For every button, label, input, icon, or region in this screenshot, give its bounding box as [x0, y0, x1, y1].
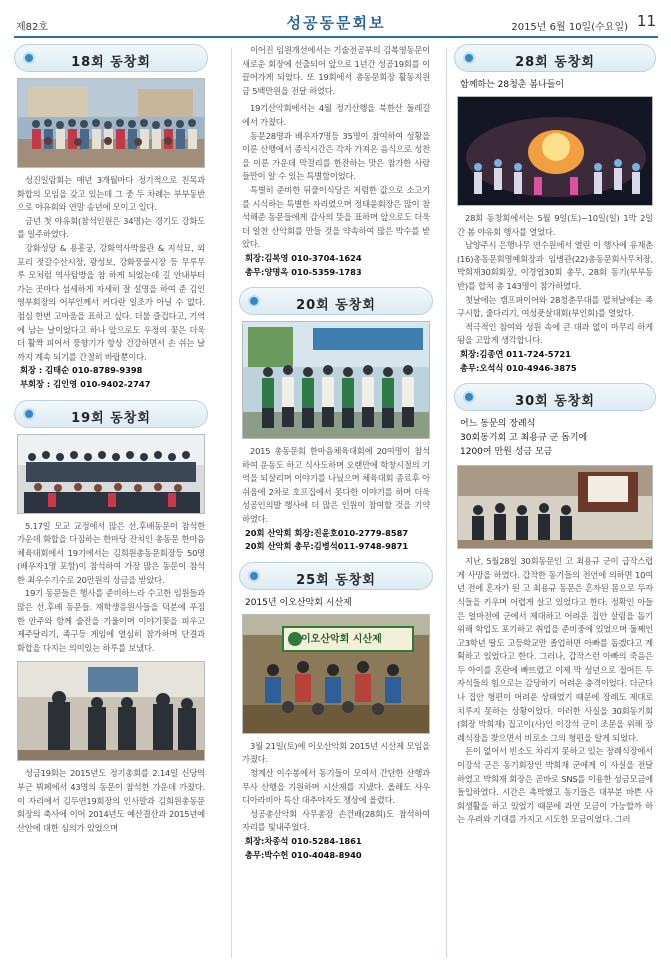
paragraph: 28회 동창회에서는 5월 9일(토)~10일(일) 1박 2일간 봄 야유회 행사를 열었다.	[457, 213, 653, 237]
newsletter-title: 성공동문회보	[286, 14, 386, 32]
paragraph: 성금19회는 2015년도 정기총회를 2.14일 신당역부근 뷔페에서 43명의 동문이 참석한 가운데 가졌다. 이 자리에서 김두연19회장의 인사말과 김희원총동문회장의 축사에 이어 2014년도 예산결산과 2015년예산안에 대한 심의가 있었으며	[17, 768, 205, 833]
issue-date: 2015년 6월 10일(수요일)	[511, 22, 628, 33]
section-subtitle: 2015년 이오산악회 시산제	[245, 597, 352, 608]
column-3	[454, 44, 656, 827]
contact-18	[14, 364, 208, 391]
photo-19-group	[17, 434, 205, 514]
contact-line: 회장 : 김태순 010-8789-9398	[20, 365, 143, 376]
paragraph: 돈이 없어서 빈소도 차리지 못하고 있는 장례식장에서 이강석 군은 동기회장인 박희재 군에게 이 사실을 전달하였고 박희재 회장은 곧바로 SNS를 이용한 성금모금에 돌입하였다. 시간은 촉박했고 동기들은 대부분 바쁜 사회생활을 하고 있었기 때문에 과연 모금이 가능할까 하는 우려와 기대를 가지고 시도한 모금이었다. 그러	[457, 746, 653, 825]
contact-line: 20회 산악회 회장:진윤호010-2779-8587	[245, 527, 409, 538]
paragraph: 동문28명과 배우자7명등 35명이 참여하여 성황을 이룬 산행에서 증식시간은 각자 가져온 음식으로 성찬을 이룬 가운데 막걸리를 한잔하는 맛은 참가한 사람들만이 알 수 있는 특별함이었다.	[242, 130, 430, 182]
section-title: 30회 동창회	[515, 394, 595, 410]
article-30-body	[454, 555, 656, 827]
photo-18-group	[17, 78, 205, 168]
paragraph: 특별히 준비한 뒤풀이식당은 저렴한 값으로 소고기를 시식하는 특별한 자리였으며 정태윤회장은 많이 참석해준 동문들에게 감사의 뜻을 표하며 앞으로도 더욱더 알찬 산악회를 만들 것을 약속하여 많은 박수를 받았다.	[242, 184, 430, 250]
section-title: 28회 동창회	[515, 55, 595, 70]
paragraph: 첫날에는 캠프파이어와 28청춘무대를 펼쳐날에는 족구시합, 줄다리기, 여성풋살대회(부인회)를 열었다.	[457, 294, 653, 319]
contact-line: 부회장 : 김인영 010-9402-2747	[20, 378, 151, 389]
section-header-28	[454, 44, 656, 72]
paragraph: 금년 첫 야유회(참석인원은 34명)는 경기도 강화도를 일주하였다.	[17, 215, 205, 240]
section-header-30	[454, 383, 656, 411]
contact-28	[454, 348, 656, 375]
paragraph: 2015 총동문회 한마음체육대회에 20여명이 참석하여 운동도 하고 식사도하며 오랜만에 학창시절의 기억을 되살리며 이야기를 나눴으며 체육대회 종료후 아쉬움에 2차로 호프집에서 못다한 이야기를 하며 더욱 성공인의발 행사에 더 많은 인원이 참여할 것을 기약하였다.	[242, 446, 430, 525]
contact-line: 총무:양명옥 010-5359-1783	[245, 266, 362, 277]
contact-line: 회장:김종연 011-724-5721	[460, 348, 571, 359]
column-2	[239, 44, 433, 862]
subtitle-line: 1200여 만원 성금 모금	[460, 447, 553, 458]
paragraph: 적극적인 참여와 성원 속에 큰 대과 없이 마무리 하게 됨을 고맙게 생각합니다.	[457, 321, 653, 346]
banner-text: 이오산악회 시산제	[301, 633, 382, 645]
paragraph: 지난, 5월28일 30회동문인 고 최용규 군이 급작스럽게 사망을 하였다. 갑작한 동기들의 전언에 의하면 10여년 전에 혼자가 된 고 최용규 동문은 혼자된 몸으로 두자식들을 키우며 어렵게 살고 있었다고 한다. 정확인 아들은 얼마전에 군에서 제대하고 어려운 집안 살림을 돕기 위해 학업도 포기하고 취업을 준비중에 있었으며 둘째인 고3학년 딸도 고등학교만 졸업하면 아빠를 돕겠다고 계획하고 있었다고 한다. 그러나, 갑작스런 아빠의 죽음은 두 아이를 혼란에 빠뜨렸고 이제 막 성년으로 접어든 두자식들의 힘으로는 감당하기 어려운 충격이었다. 더군다나 집안 형편이 어려운 상태였기 때문에 장례도 제대로 치루지 못하는 상황이었다. 이러한 사실을 30회동기회(회장 박희재) 집고이(사)인 이강석 군이 조문을 위해 장례식장을 찾으면서 비로소 그의 형편을 알게 되었다.	[457, 556, 653, 743]
photo-20-group	[242, 321, 430, 439]
paragraph: 강화성당 & 용흥궁, 강화역사박물관 & 지석묘, 외포리 젓갈수산시장, 광성보, 강화풍물시장 등 무루무루 모처럼 역사탐방을 참 하게 되었는데 길 안내부터 가는 곳마다 섬세하게 자세히 잘 설명을 하여 준 김인영부회장의 어부인께서 커다란 일조가 아닐 수 없다. 점심 한번 고마움을 표하고 싶다. 더불 즐겁다고, 기억에 남는 날이었다고 하나 앞으로도 우정의 꽃은 더욱더 활짝 피어서 풍향기가 항상 건강하면서 손 쉬는 날까지 계속 되기를 간절히 바랍뿐이다.	[17, 242, 205, 362]
paragraph: 남양주시 은행나무 연수원에서 열린 이 행사에 유재춘(16)총동문회명예회장과 임병관(22)총동문회사무처장, 박희재30회회장, 이경엽30회 총무, 28회 동기(부부동반)를 합쳐 총 143명이 참가하였다.	[457, 240, 653, 291]
photo-25-banner	[242, 614, 430, 734]
article-18-body	[14, 174, 208, 364]
page-number: 11	[636, 12, 656, 30]
page-header	[14, 8, 658, 38]
article-25-body	[239, 740, 433, 835]
paragraph: 성공총산악회 사무총장 손건배(28회)도 참석하여 자리를 빛내주었다.	[242, 808, 430, 833]
section-header-18	[14, 44, 208, 72]
photo-30-funeral	[457, 465, 653, 549]
paragraph: 이어진 임원개선에서는 기술전공부의 김복영동문이 새로운 회장에 선출되어 앞으로 1년간 성공19회를 이끌어가게 되었다. 또 19회에서 총동문회장 활동지원금 5백만원을 전달 하였다.	[242, 45, 430, 96]
article-28-body	[454, 212, 656, 348]
section-title: 20회 동창회	[296, 298, 376, 314]
issue-number: 제82호	[16, 22, 49, 33]
article-20-body	[239, 445, 433, 527]
contact-line: 20회 산악회 총무:김병석011-9748-9871	[245, 541, 409, 552]
photo-28-campfire	[457, 96, 653, 206]
column-divider	[446, 48, 447, 958]
paragraph: 3월 21일(토)에 이오산악회 2015년 시산제 모임을 가졌다.	[242, 740, 430, 765]
section-title: 18회 동창회	[71, 55, 151, 70]
column-1	[14, 44, 208, 835]
contact-line: 총무:박수헌 010-4048-8940	[245, 849, 362, 860]
contact-25	[239, 835, 433, 862]
paragraph: 19기 동문들은 행사를 준비하느라 수고한 임원들과 많은 선.후배 동문들. 재학생응원사들을 덕분에 푸짐한 안주와 함께 술잔을 기울이며 이야기꽃을 피우고 제주달리기, 족구등 게임에 열심히 참가하며 단결과 화합을 다지는 의미있는 하루를 보냈다.	[17, 588, 205, 653]
subtitle-line: 30회동기회 고 최용규 군 돕기에	[460, 433, 588, 444]
paragraph: 청계산 이수봉에서 동기들이 모여서 간단한 산행과 무사 산행을 기원하며 시산제를 지냈다. 올해도 사우디아라비아 특산 대추야자도 챙상에 올렸다.	[242, 768, 430, 806]
section-subtitle	[460, 417, 650, 459]
paragraph: 성진일람회는 매년 3개월마다 정기적으로 친목과 화합의 모임을 갖고 있는데 그 중 두 차례는 부부동반으로 야유회와 연말 송년에 모이고 있다.	[17, 175, 205, 213]
column-divider	[231, 48, 232, 958]
section-subtitle: 함께하는 28청춘 봄나들이	[460, 80, 565, 90]
contact-20	[239, 527, 433, 554]
article-19-body	[14, 520, 208, 656]
contact-line: 회장:김복영 010-3704-1624	[245, 252, 362, 263]
paragraph: 5.17일 모교 교정에서 많은 선.후배동문이 참석한 가운데 화합을 다짐하는 한마당 잔치인 총동문 한마음체육대회에서 19기에서는 김희원총동문회장등 50명(배우자1명 포함)이 참석하여 가장 많은 동문이 참석한 최우수기수로 20만원의 상금을 받았다.	[17, 520, 205, 585]
section-header-25	[239, 562, 433, 590]
article-19-body-cont	[14, 767, 208, 835]
section-title: 25회 동창회	[296, 572, 376, 588]
section-header-20	[239, 287, 433, 315]
section-title: 19회 동창회	[71, 410, 151, 426]
contact-line: 회장:차종석 010-5284-1861	[245, 836, 362, 846]
paragraph: 19기산악회에서는 4월 정기산행을 북한산 둘레길에서 가졌다.	[242, 103, 430, 127]
subtitle-line: 어느 동문의 장례식	[460, 419, 536, 430]
photo-19-meeting	[17, 661, 205, 761]
article-19-continued	[239, 44, 433, 252]
contact-19	[239, 252, 433, 279]
contact-line: 총무:오석식 010-4946-3875	[460, 362, 577, 373]
section-header-19	[14, 400, 208, 428]
